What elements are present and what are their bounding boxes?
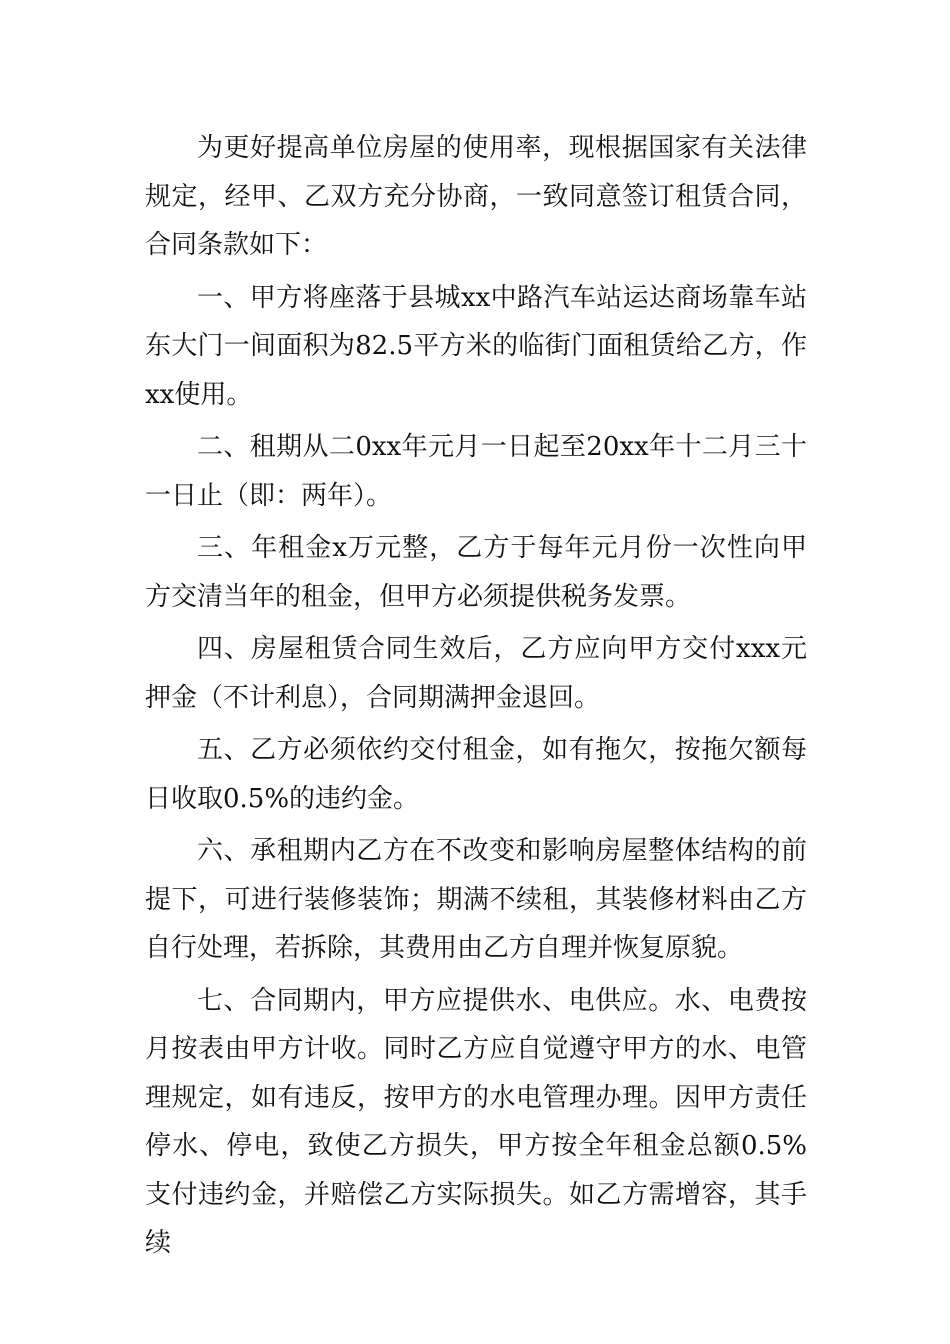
paragraph-intro: 为更好提高单位房屋的使用率，现根据国家有关法律规定，经甲、乙双方充分协商，一致同意签订租赁合同，合同条款如下： bbox=[145, 133, 807, 260]
paragraph-clause-2: 二、租期从二0xx年元月一日起至20xx年十二月三十一日止（即：两年）。 bbox=[145, 432, 807, 511]
paragraph-clause-1: 一、甲方将座落于县城xx中路汽车站运达商场靠车站东大门一间面积为82.5平方米的临街门面租赁给乙方，作xx使用。 bbox=[145, 282, 807, 410]
paragraph-clause-7: 七、合同期内，甲方应提供水、电供应。水、电费按月按表由甲方计收。同时乙方应自觉遵守甲方的水、电管理规定，如有违反，按甲方的水电管理办理。因甲方责任停水、停电，致使乙方损失，甲方按全年租金总额0.5%支付违约金，并赔偿乙方实际损失。如乙方需增容，其手续 bbox=[145, 985, 807, 1258]
paragraph-clause-6: 六、承租期内乙方在不改变和影响房屋整体结构的前提下，可进行装修装饰；期满不续租，其装修材料由乙方自行处理，若拆除，其费用由乙方自理并恢复原貌。 bbox=[145, 836, 807, 963]
contract-body bbox=[145, 124, 807, 1268]
paragraph-clause-5: 五、乙方必须依约交付租金，如有拖欠，按拖欠额每日收取0.5%的违约金。 bbox=[145, 735, 807, 814]
paragraph-clause-4: 四、房屋租赁合同生效后，乙方应向甲方交付xxx元押金（不计利息），合同期满押金退回。 bbox=[145, 634, 807, 713]
paragraph-clause-3: 三、年租金x万元整，乙方于每年元月份一次性向甲方交清当年的租金，但甲方必须提供税务发票。 bbox=[145, 533, 807, 612]
